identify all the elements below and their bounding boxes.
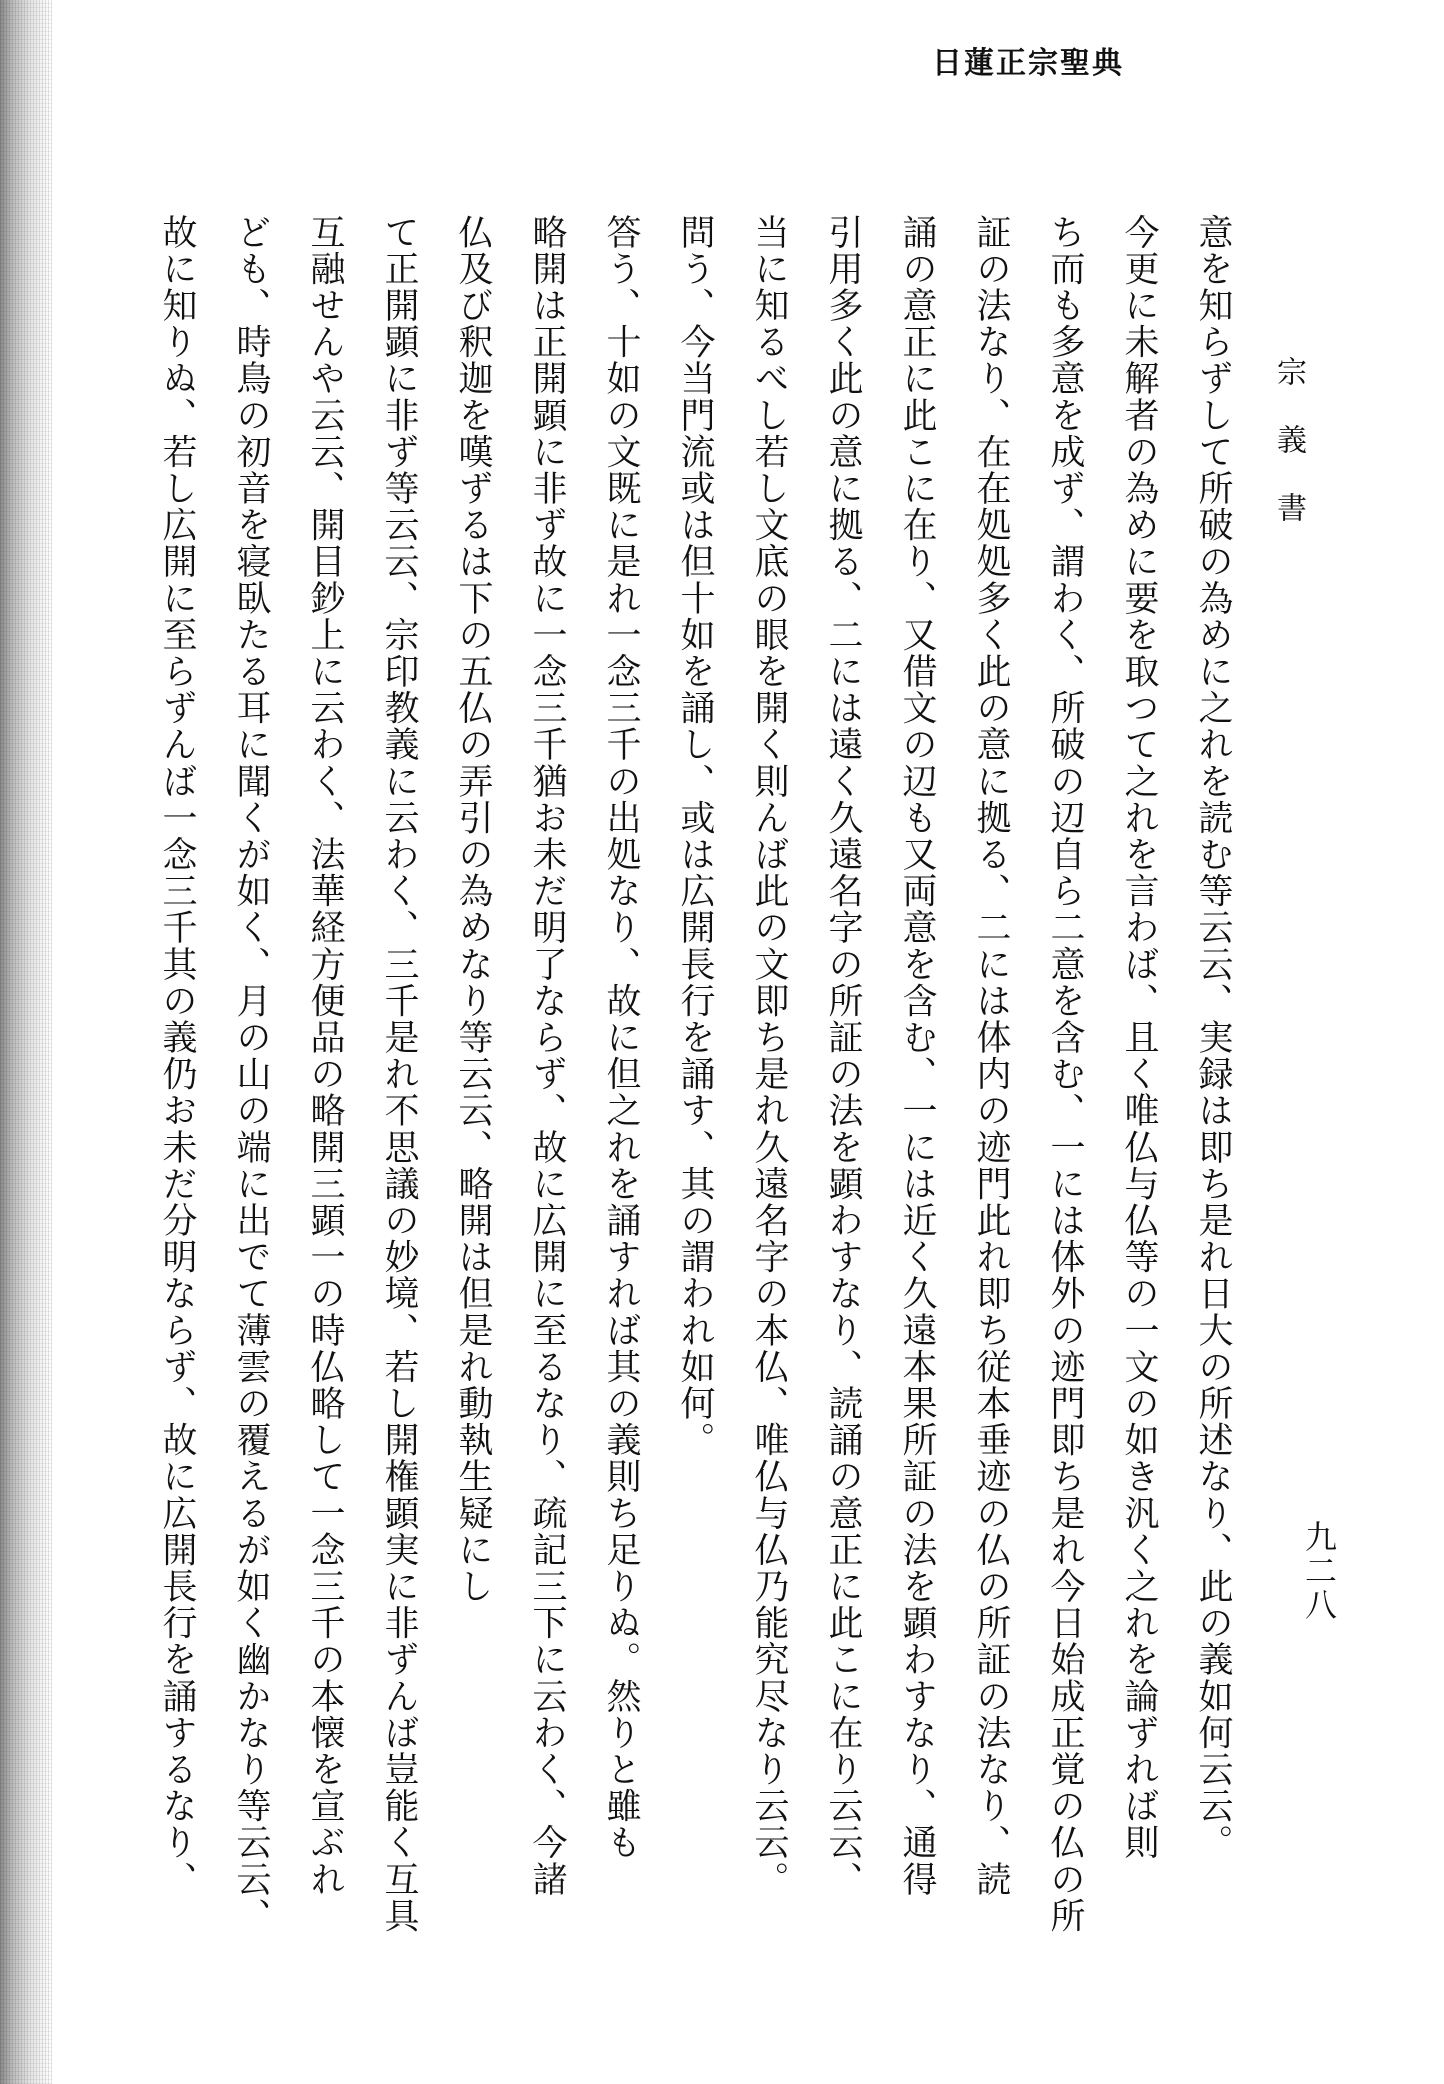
body-text [140, 214, 1250, 1994]
text-line: 意を知らずして所破の為めに之れを読む等云云、実録は即ち是れ日大の所述なり、此の義如何云云。 [1193, 214, 1233, 1861]
text-line: 引用多く此の意に拠る、二には遠く久遠名字の所証の法を顕わすなり、読誦の意正に此こに在り云云、 [823, 214, 863, 1898]
text-line: ち而も多意を成ず、謂わく、所破の辺自ら二意を含む、一には体外の迹門即ち是れ今日始成正覚の仏の所 [1045, 214, 1085, 1935]
section-title: 宗義書 [1271, 356, 1306, 560]
text-line: 仏及び釈迦を嘆ずるは下の五仏の弄引の為めなり等云云、略開は但是れ動執生疑にし [453, 214, 493, 1605]
text-line: 答う、十如の文既に是れ一念三千の出処なり、故に但之れを誦すれば其の義則ち足りぬ。然りと雖も [601, 214, 641, 1861]
book-spine-shadow [0, 0, 52, 2084]
text-line: 当に知るべし若し文底の眼を開く則んば此の文即ち是れ久遠名字の本仏、唯仏与仏乃能究尽なり云云。 [749, 214, 789, 1898]
text-line: 証の法なり、在在処処多く此の意に拠る、二には体内の迹門此れ即ち従本垂迹の仏の所証の法なり、読 [971, 214, 1011, 1898]
book-title: 日蓮正宗聖典 [932, 46, 1124, 81]
text-line: 互融せんや云云、開目鈔上に云わく、法華経方便品の略開三顕一の時仏略して一念三千の本懐を宣ぶれ [305, 214, 345, 1898]
text-line: ども、時鳥の初音を寝臥たる耳に聞くが如く、月の山の端に出でて薄雲の覆えるが如く幽かなり等云云、 [231, 214, 271, 1935]
text-line: 誦の意正に此こに在り、又借文の辺も又両意を含む、一には近く久遠本果所証の法を顕わすなり、通得 [897, 214, 937, 1898]
page-number: 九二八 [1300, 1520, 1338, 1622]
text-line: 問う、今当門流或は但十如を誦し、或は広開長行を誦す、其の謂われ如何。 [675, 214, 715, 1459]
text-line: 略開は正開顕に非ず故に一念三千猶お未だ明了ならず、故に広開に至るなり、疏記三下に云わく、今諸 [527, 214, 567, 1898]
text-line: て正開顕に非ず等云云、宗印教義に云わく、三千是れ不思議の妙境、若し開権顕実に非ずんば豈能く互具 [379, 214, 419, 1935]
text-line: 今更に未解者の為めに要を取つて之れを言わば、且く唯仏与仏等の一文の如き汎く之れを論ずれば則 [1119, 214, 1159, 1861]
text-line: 故に知りぬ、若し広開に至らずんば一念三千其の義仍お未だ分明ならず、故に広開長行を誦するなり、 [157, 214, 197, 1898]
